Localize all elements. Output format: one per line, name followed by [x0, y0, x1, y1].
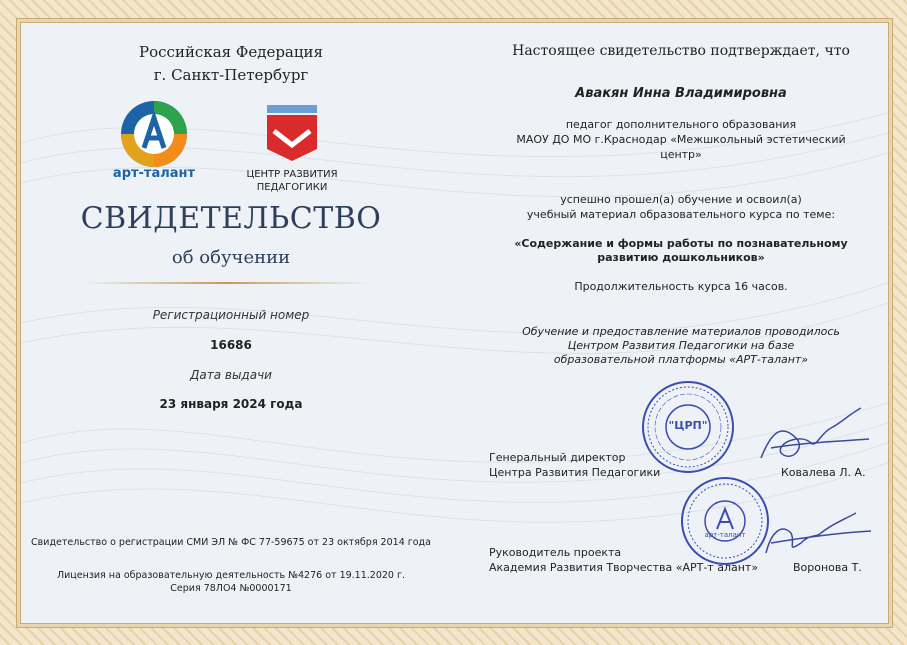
city-label: г. Санкт-Петербург	[153, 66, 309, 84]
issue-date-value: 23 января 2024 года	[159, 397, 303, 411]
course-duration: Продолжительность курса 16 часов.	[574, 280, 788, 293]
sig1-role2: Центра Развития Педагогики	[489, 466, 661, 479]
topic-line1: «Содержание и формы работы по познавательному	[514, 237, 848, 250]
gold-divider	[81, 282, 371, 284]
provided-line1: Обучение и предоставление материалов проводилось	[522, 325, 840, 338]
provided-line2: Центром Развития Педагогики на базе	[567, 339, 795, 352]
certificate-subtitle: об обучении	[171, 247, 291, 268]
position-line3: центр»	[660, 148, 702, 161]
crp-logo-line2: ПЕДАГОГИКИ	[256, 182, 328, 193]
success-line2: учебный материал образовательного курса по теме:	[526, 208, 836, 221]
project-lead-signature	[756, 503, 876, 563]
crp-stamp-text: "ЦРП"	[668, 419, 708, 432]
art-talant-logo-text: арт-талант	[112, 166, 196, 181]
director-signature	[751, 403, 871, 473]
topic-line2: развитию дошкольников»	[597, 251, 765, 264]
sig1-name: Ковалева Л. А.	[781, 466, 866, 479]
sig2-role2: Академия Развития Творчества «АРТ-т алант»	[489, 561, 759, 574]
sig2-name: Воронова Т.	[793, 561, 862, 574]
issue-date-label: Дата выдачи	[190, 368, 272, 382]
sig1-role1: Генеральный директор	[489, 451, 626, 464]
art-talant-logo	[112, 98, 196, 181]
art-talant-stamp-text: арт-талант	[704, 531, 746, 539]
license-line1: Лицензия на образовательную деятельность №4276 от 19.11.2020 г.	[56, 570, 405, 581]
position-line2: МАОУ ДО МО г.Краснодар «Межшкольный эстетический	[516, 133, 846, 146]
recipient-name: Авакян Инна Владимировна	[575, 86, 787, 101]
country-label: Российская Федерация	[139, 43, 323, 61]
smi-registration: Свидетельство о регистрации СМИ ЭЛ № ФС 77-59675 от 23 октября 2014 года	[31, 537, 431, 548]
certificate-body	[20, 22, 889, 624]
license-line2: Серия 78ЛО4 №0000171	[170, 583, 292, 594]
crp-logo-line1: ЦЕНТР РАЗВИТИЯ	[246, 169, 338, 180]
confirmation-heading: Настоящее свидетельство подтверждает, что	[512, 43, 850, 59]
crp-logo	[237, 103, 347, 198]
success-line1: успешно прошел(а) обучение и освоил(а)	[560, 193, 802, 206]
reg-number-label: Регистрационный номер	[152, 308, 310, 322]
crp-book-icon	[262, 103, 322, 163]
sig2-role1: Руководитель проекта	[489, 546, 622, 559]
certificate-title: СВИДЕТЕЛЬСТВО	[80, 201, 382, 236]
provided-line3: образовательной платформы «АРТ-талант»	[553, 353, 809, 366]
position-line1: педагог дополнительного образования	[565, 118, 797, 131]
reg-number-value: 16686	[210, 338, 252, 352]
